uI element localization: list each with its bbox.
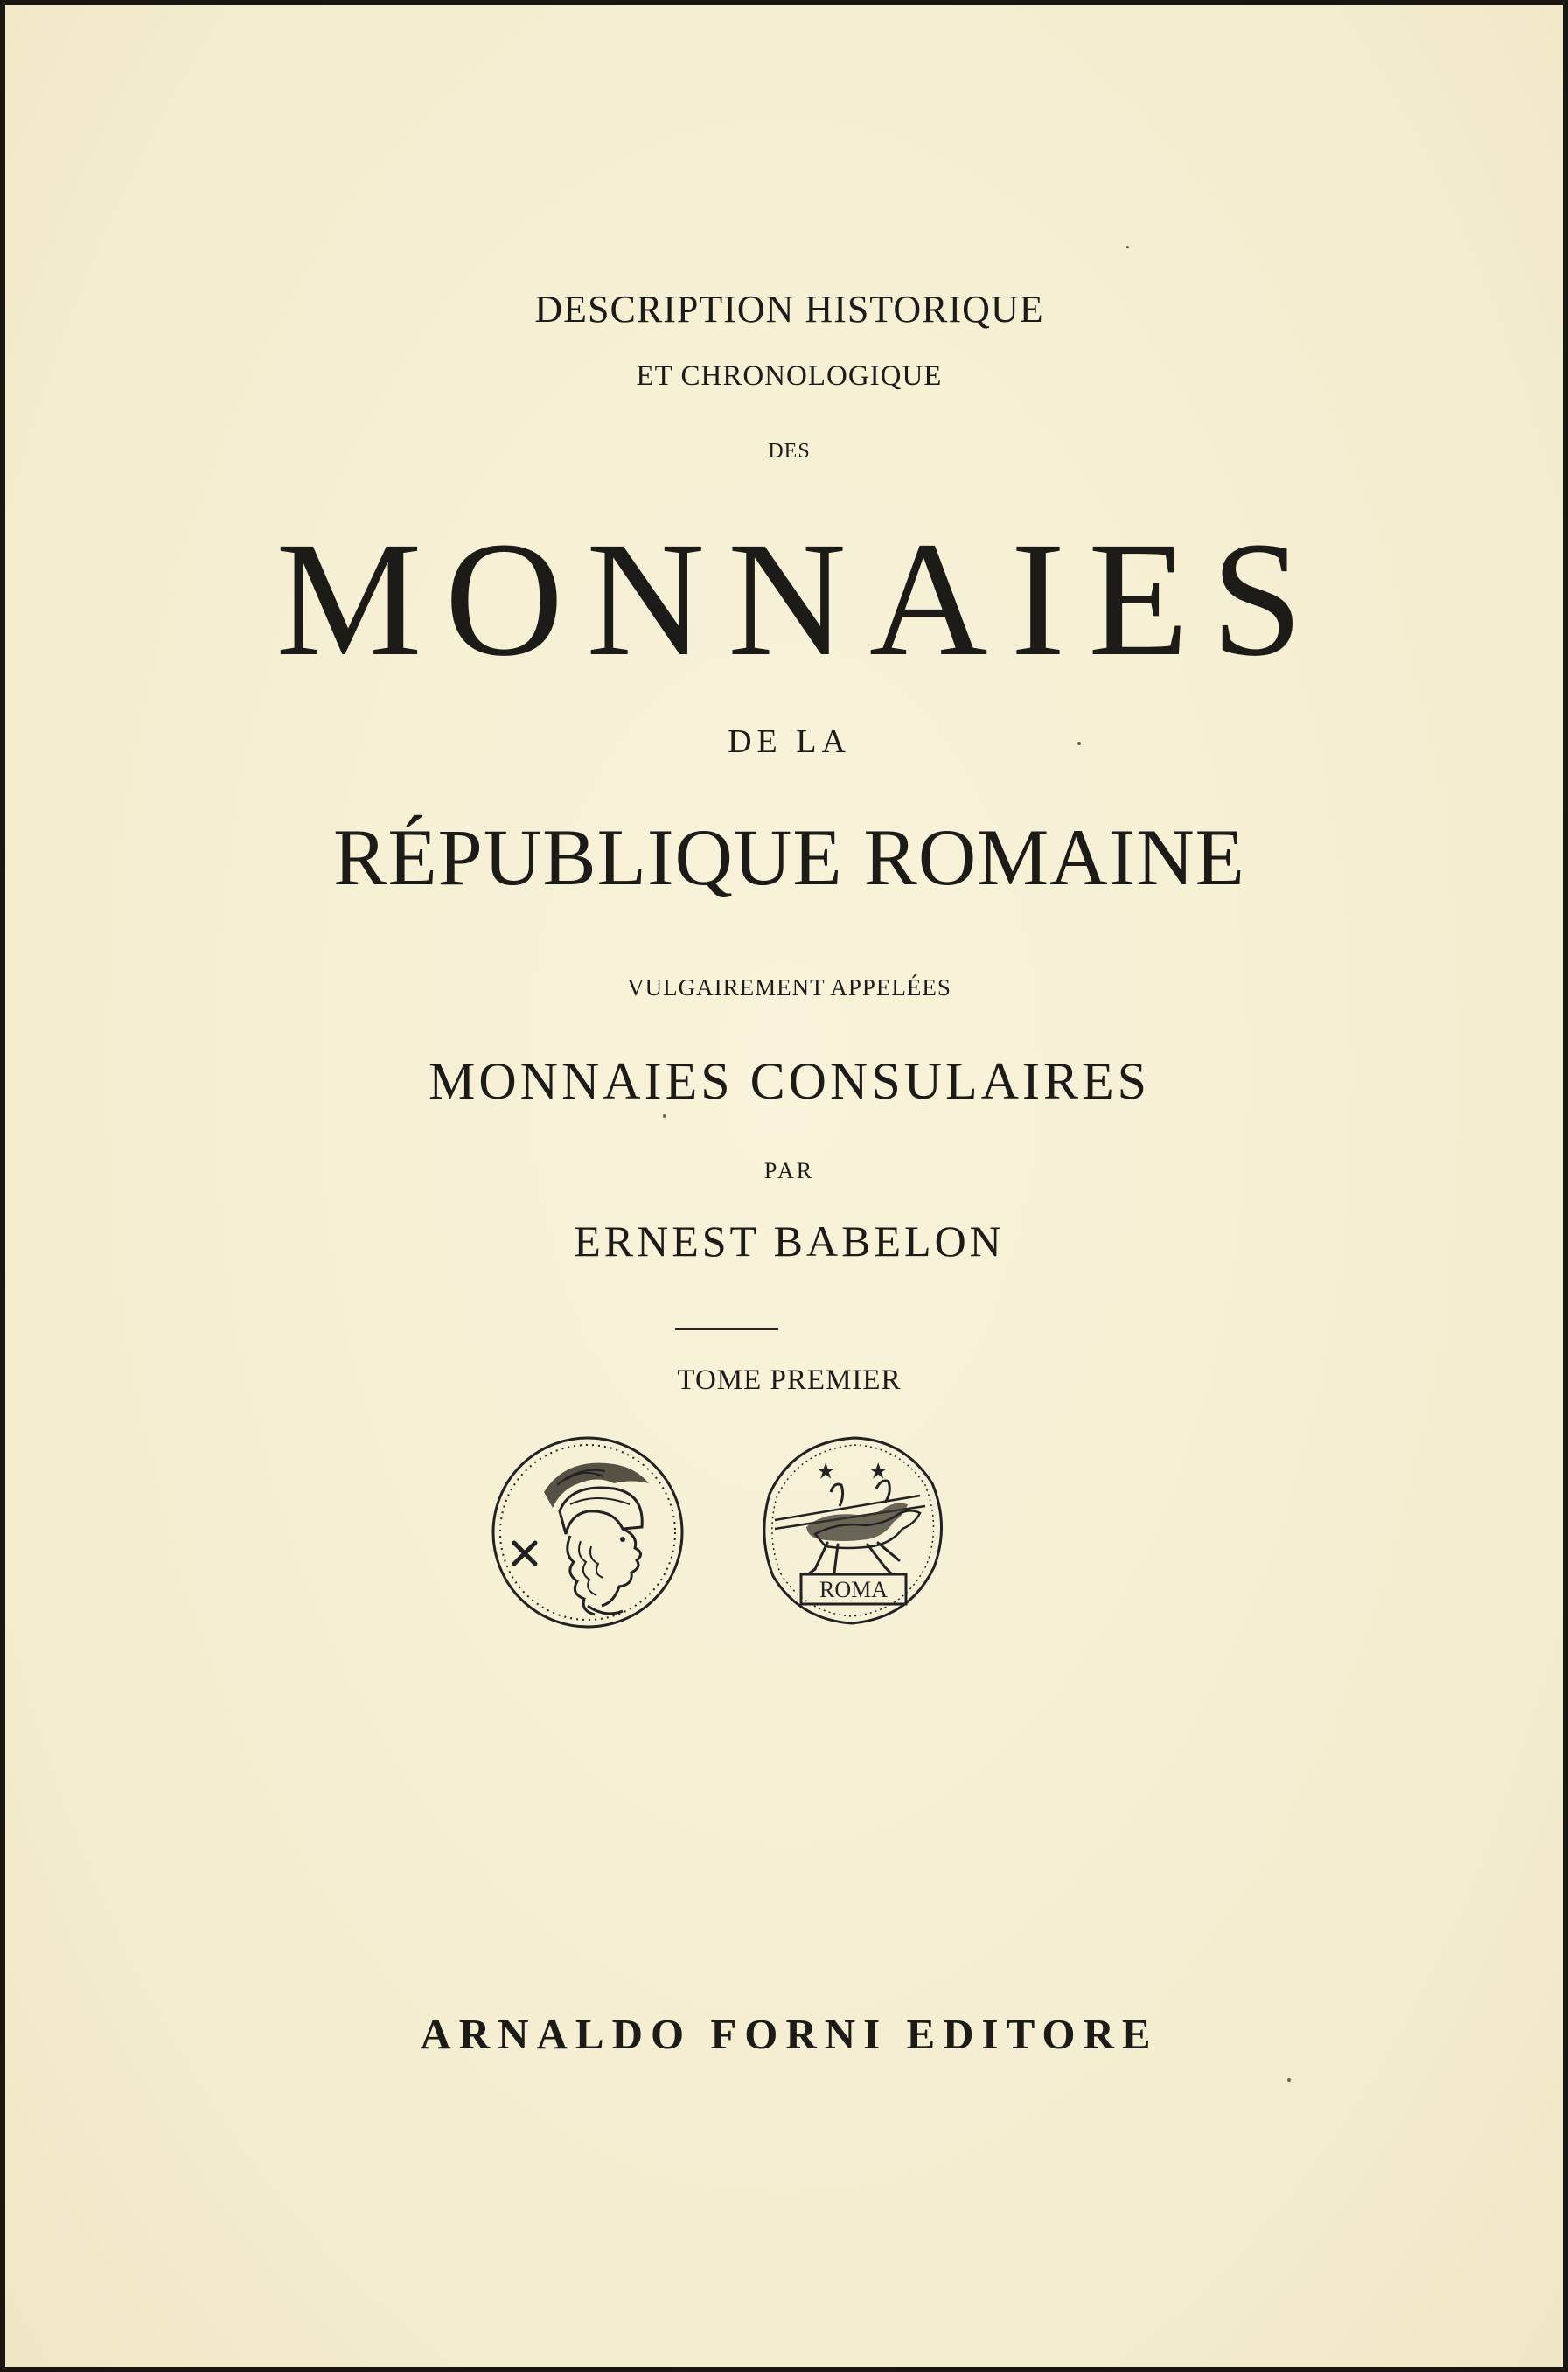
heading-line-1: DESCRIPTION HISTORIQUE bbox=[534, 288, 1044, 331]
heading-line-3: DES bbox=[768, 440, 811, 463]
divider-rule bbox=[675, 1328, 778, 1330]
main-title: MONNAIES bbox=[275, 507, 1326, 690]
subtitle: RÉPUBLIQUE ROMAINE bbox=[333, 813, 1245, 902]
heading-line-2: ET CHRONOLOGIQUE bbox=[636, 360, 943, 392]
heading-line-5: DE LA bbox=[728, 723, 851, 760]
paper-speck bbox=[1126, 246, 1129, 248]
title-page bbox=[5, 5, 1563, 2367]
coin-legend: ROMA bbox=[819, 1577, 889, 1602]
author-name: ERNEST BABELON bbox=[574, 1217, 1005, 1266]
paper-speck bbox=[1287, 2078, 1291, 2082]
secondary-title: MONNAIES CONSULAIRES bbox=[428, 1052, 1151, 1110]
volume-label: TOME PREMIER bbox=[677, 1364, 902, 1396]
heading-line-7: VULGAIREMENT APPELÉES bbox=[627, 974, 951, 1001]
coin-obverse-icon bbox=[483, 1431, 693, 1641]
by-line: PAR bbox=[763, 1158, 815, 1183]
coin-reverse-icon bbox=[754, 1431, 955, 1632]
publisher: ARNALDO FORNI EDITORE bbox=[420, 2010, 1159, 2058]
paper-speck bbox=[1077, 742, 1081, 745]
paper-speck bbox=[663, 1114, 666, 1118]
